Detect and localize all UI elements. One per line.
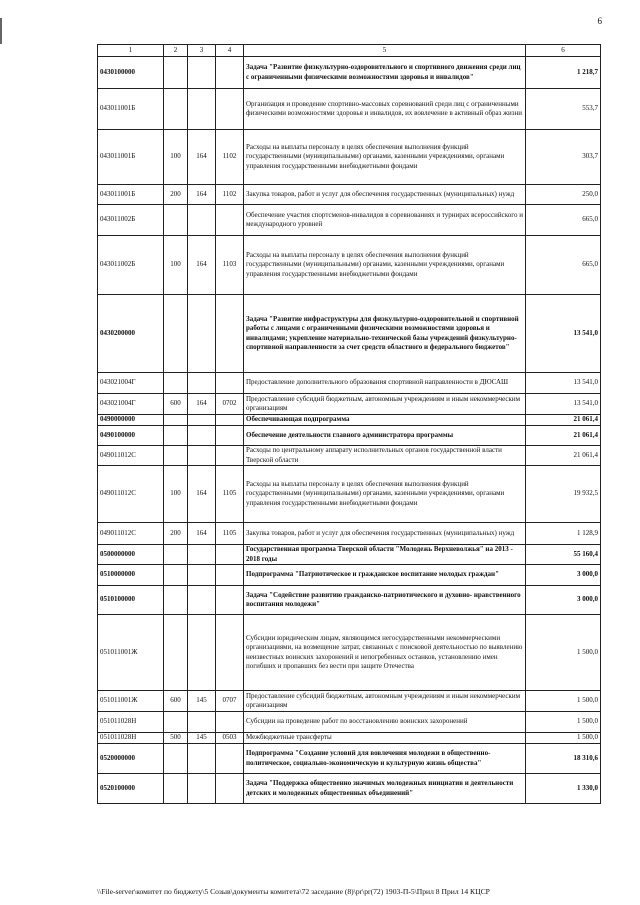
row-col2-cell: 200 [164, 523, 188, 545]
row-code-cell: 043011001Б [98, 185, 164, 205]
row-description-cell: Межбюджетные трансферты [244, 733, 526, 744]
row-col3-cell [188, 415, 216, 426]
row-col4-cell [216, 205, 244, 236]
row-amount-cell: 3 000,0 [526, 565, 601, 586]
table-row [98, 415, 601, 426]
row-code-cell: 049011012С [98, 446, 164, 466]
row-description-cell: Обеспечивающая подпрограмма [244, 415, 526, 426]
row-description-cell: Задача "Развитие инфраструктуры для физкультурно-оздоровительной и спортивной работы с лицами с ограниченными физическими возможностями здоровья и инвалидами; укрепление материально-технической базы учреждений физкультурно-спортивной направленности за счет средств областного и федерального бюджетов" [244, 295, 526, 373]
row-col3-cell: 145 [188, 691, 216, 712]
row-col4-cell [216, 57, 244, 89]
row-col4-cell [216, 615, 244, 691]
row-amount-cell: 18 310,6 [526, 744, 601, 774]
row-col4-cell [216, 295, 244, 373]
row-col4-cell [216, 712, 244, 733]
row-col4-cell [216, 565, 244, 586]
row-col4-cell: 0702 [216, 394, 244, 415]
row-code-cell: 043021004Г [98, 373, 164, 394]
row-col2-cell [164, 565, 188, 586]
row-code-cell: 0510000000 [98, 565, 164, 586]
row-col2-cell [164, 545, 188, 565]
row-col2-cell [164, 712, 188, 733]
row-col2-cell: 100 [164, 236, 188, 295]
row-code-cell: 0430100000 [98, 57, 164, 89]
column-header: 5 [244, 45, 526, 57]
table-row [98, 565, 601, 586]
table-row [98, 586, 601, 615]
row-amount-cell: 250,0 [526, 185, 601, 205]
row-col2-cell [164, 586, 188, 615]
row-description-cell: Расходы по центральному аппарату исполнительных органов государственной власти Тверской области [244, 446, 526, 466]
table-row [98, 774, 601, 804]
row-description-cell: Расходы на выплаты персоналу в целях обеспечения выполнения функций государственными (муниципальными) органами, казенными учреждениями, органами управления государственными внебюджетными фондами [244, 466, 526, 523]
row-amount-cell: 1 500,0 [526, 691, 601, 712]
row-col2-cell [164, 615, 188, 691]
row-col4-cell: 1105 [216, 466, 244, 523]
table-row [98, 545, 601, 565]
row-code-cell: 0490100000 [98, 426, 164, 446]
row-amount-cell: 1 500,0 [526, 712, 601, 733]
row-col4-cell: 1105 [216, 523, 244, 545]
row-col3-cell: 164 [188, 236, 216, 295]
row-code-cell: 049011012С [98, 523, 164, 545]
row-col4-cell: 0707 [216, 691, 244, 712]
row-col3-cell [188, 615, 216, 691]
row-description-cell: Обеспечение деятельности главного администратора программы [244, 426, 526, 446]
table-row [98, 446, 601, 466]
row-amount-cell: 55 160,4 [526, 545, 601, 565]
row-col3-cell [188, 426, 216, 446]
row-amount-cell: 21 061,4 [526, 446, 601, 466]
table-row [98, 236, 601, 295]
budget-table [97, 44, 601, 804]
row-col2-cell: 600 [164, 691, 188, 712]
row-col3-cell: 164 [188, 130, 216, 185]
row-amount-cell: 553,7 [526, 89, 601, 130]
row-col4-cell [216, 426, 244, 446]
row-col3-cell [188, 545, 216, 565]
row-col3-cell: 164 [188, 466, 216, 523]
table-body [98, 57, 601, 804]
row-code-cell: 043011001Б [98, 130, 164, 185]
footer-file-path: \\File-server\комитет по бюджету\5 Созыв\документы комитета\72 заседание (8)\pr\pr(72) 1903-П-5\Прил 8 Прил 14 КЦСР [97, 887, 490, 896]
row-description-cell: Организация и проведение спортивно-массовых соревнований среди лиц с ограниченными физическими возможностями здоровья и инвалидов, их вовлечение в активный образ жизни [244, 89, 526, 130]
row-code-cell: 0520100000 [98, 774, 164, 804]
row-code-cell: 0490000000 [98, 415, 164, 426]
row-col4-cell [216, 89, 244, 130]
row-col3-cell: 164 [188, 523, 216, 545]
row-code-cell: 043011002Б [98, 205, 164, 236]
page-number: 6 [597, 16, 602, 26]
row-col2-cell: 200 [164, 185, 188, 205]
row-col3-cell: 145 [188, 733, 216, 744]
row-description-cell: Расходы на выплаты персоналу в целях обеспечения выполнения функций государственными (муниципальными) органами, казенными учреждениями, органами управления государственными внебюджетными фондами [244, 236, 526, 295]
row-amount-cell: 303,7 [526, 130, 601, 185]
row-amount-cell: 21 061,4 [526, 426, 601, 446]
table-row [98, 185, 601, 205]
row-col3-cell [188, 295, 216, 373]
row-col2-cell [164, 57, 188, 89]
row-col2-cell: 500 [164, 733, 188, 744]
row-col2-cell: 600 [164, 394, 188, 415]
column-header: 6 [526, 45, 601, 57]
row-code-cell: 051011001Ж [98, 691, 164, 712]
row-col2-cell: 100 [164, 466, 188, 523]
row-col2-cell [164, 373, 188, 394]
row-code-cell: 0430200000 [98, 295, 164, 373]
table-row [98, 733, 601, 744]
row-col2-cell: 100 [164, 130, 188, 185]
row-code-cell: 0520000000 [98, 744, 164, 774]
row-description-cell: Подпрограмма "Патриотическое и гражданское воспитание молодых граждан" [244, 565, 526, 586]
table-row [98, 426, 601, 446]
row-amount-cell: 13 541,0 [526, 295, 601, 373]
row-code-cell: 043011002Б [98, 236, 164, 295]
row-code-cell: 049011012С [98, 466, 164, 523]
row-col3-cell [188, 586, 216, 615]
row-code-cell: 043021004Г [98, 394, 164, 415]
row-description-cell: Задача "Поддержка общественно значимых молодежных инициатив и деятельности детских и молодежных общественных объединений" [244, 774, 526, 804]
row-col3-cell [188, 205, 216, 236]
row-col4-cell [216, 373, 244, 394]
row-code-cell: 051011028Н [98, 733, 164, 744]
row-col3-cell [188, 712, 216, 733]
table-row [98, 712, 601, 733]
row-col2-cell [164, 774, 188, 804]
column-header: 2 [164, 45, 188, 57]
row-description-cell: Подпрограмма "Создание условий для вовлечения молодежи в общественно-политическое, социально-экономическую и культурную жизнь общества" [244, 744, 526, 774]
column-header: 3 [188, 45, 216, 57]
row-code-cell: 051011028Н [98, 712, 164, 733]
column-header: 4 [216, 45, 244, 57]
row-code-cell: 0500000000 [98, 545, 164, 565]
table-row [98, 523, 601, 545]
row-amount-cell: 1 500,0 [526, 615, 601, 691]
row-col2-cell [164, 295, 188, 373]
row-amount-cell: 13 541,0 [526, 394, 601, 415]
row-description-cell: Предоставление дополнительного образования спортивной направленности в ДЮСАШ [244, 373, 526, 394]
table-row [98, 466, 601, 523]
row-amount-cell: 3 000,0 [526, 586, 601, 615]
table-row [98, 89, 601, 130]
row-col4-cell [216, 446, 244, 466]
row-description-cell: Расходы на выплаты персоналу в целях обеспечения выполнения функций государственными (муниципальными) органами, казенными учреждениями, органами управления государственными внебюджетными фондами [244, 130, 526, 185]
row-col3-cell [188, 446, 216, 466]
row-description-cell: Субсидии юридическим лицам, являющимся негосударственными некоммерческими организациями, на возмещение затрат, связанных с поисковой деятельностью по выявлению неизвестных воинских захоронений и непогребенных останков, установлению имен погибших и пропавших без вести при защите Отечества [244, 615, 526, 691]
column-header: 1 [98, 45, 164, 57]
row-col4-cell: 1103 [216, 236, 244, 295]
row-col4-cell [216, 586, 244, 615]
table-row [98, 130, 601, 185]
row-amount-cell: 1 500,0 [526, 733, 601, 744]
margin-mark [0, 18, 2, 44]
row-description-cell: Обеспечение участия спортсменов-инвалидов в соревнованиях и турнирах всероссийского и международного уровней [244, 205, 526, 236]
row-col3-cell: 164 [188, 394, 216, 415]
row-col2-cell [164, 415, 188, 426]
row-amount-cell: 665,0 [526, 236, 601, 295]
row-description-cell: Закупка товаров, работ и услуг для обеспечения государственных (муниципальных) нужд [244, 185, 526, 205]
row-col3-cell [188, 373, 216, 394]
table-row [98, 744, 601, 774]
row-col2-cell [164, 446, 188, 466]
table-header-row [98, 45, 601, 57]
row-col3-cell [188, 89, 216, 130]
table-row [98, 394, 601, 415]
row-col3-cell [188, 57, 216, 89]
row-description-cell: Субсидии на проведение работ по восстановлению воинских захоронений [244, 712, 526, 733]
row-amount-cell: 1 128,9 [526, 523, 601, 545]
row-amount-cell: 21 061,4 [526, 415, 601, 426]
row-code-cell: 043011001Б [98, 89, 164, 130]
row-col2-cell [164, 744, 188, 774]
row-col2-cell [164, 426, 188, 446]
row-amount-cell: 665,0 [526, 205, 601, 236]
row-col4-cell: 0503 [216, 733, 244, 744]
row-col3-cell: 164 [188, 185, 216, 205]
row-description-cell: Предоставление субсидий бюджетным, автономным учреждениям и иным некоммерческим организациям [244, 691, 526, 712]
table-row [98, 615, 601, 691]
row-col4-cell: 1102 [216, 130, 244, 185]
row-description-cell: Задача "Содействие развитию гражданско-патриотического и духовно- нравственного воспитания молодежи" [244, 586, 526, 615]
row-col3-cell [188, 565, 216, 586]
table-row [98, 295, 601, 373]
row-col2-cell [164, 205, 188, 236]
row-amount-cell: 1 330,0 [526, 774, 601, 804]
row-col2-cell [164, 89, 188, 130]
table-row [98, 205, 601, 236]
row-amount-cell: 19 932,5 [526, 466, 601, 523]
row-description-cell: Задача "Развитие физкультурно-оздоровительного и спортивного движения среди лиц с ограниченными физическими возможностями здоровья и инвалидов" [244, 57, 526, 89]
table-row [98, 373, 601, 394]
row-col3-cell [188, 774, 216, 804]
row-col4-cell [216, 774, 244, 804]
row-amount-cell: 1 218,7 [526, 57, 601, 89]
row-amount-cell: 13 541,0 [526, 373, 601, 394]
row-code-cell: 051011001Ж [98, 615, 164, 691]
row-col4-cell [216, 415, 244, 426]
row-col4-cell [216, 545, 244, 565]
row-code-cell: 0510100000 [98, 586, 164, 615]
row-description-cell: Предоставление субсидий бюджетным, автономным учреждениям и иным некоммерческим организациям [244, 394, 526, 415]
row-col4-cell [216, 744, 244, 774]
row-description-cell: Государственная программа Тверской области "Молодежь Верхневолжья" на 2013 - 2018 годы [244, 545, 526, 565]
table-row [98, 691, 601, 712]
table-row [98, 57, 601, 89]
row-col3-cell [188, 744, 216, 774]
row-col4-cell: 1102 [216, 185, 244, 205]
row-description-cell: Закупка товаров, работ и услуг для обеспечения государственных (муниципальных) нужд [244, 523, 526, 545]
